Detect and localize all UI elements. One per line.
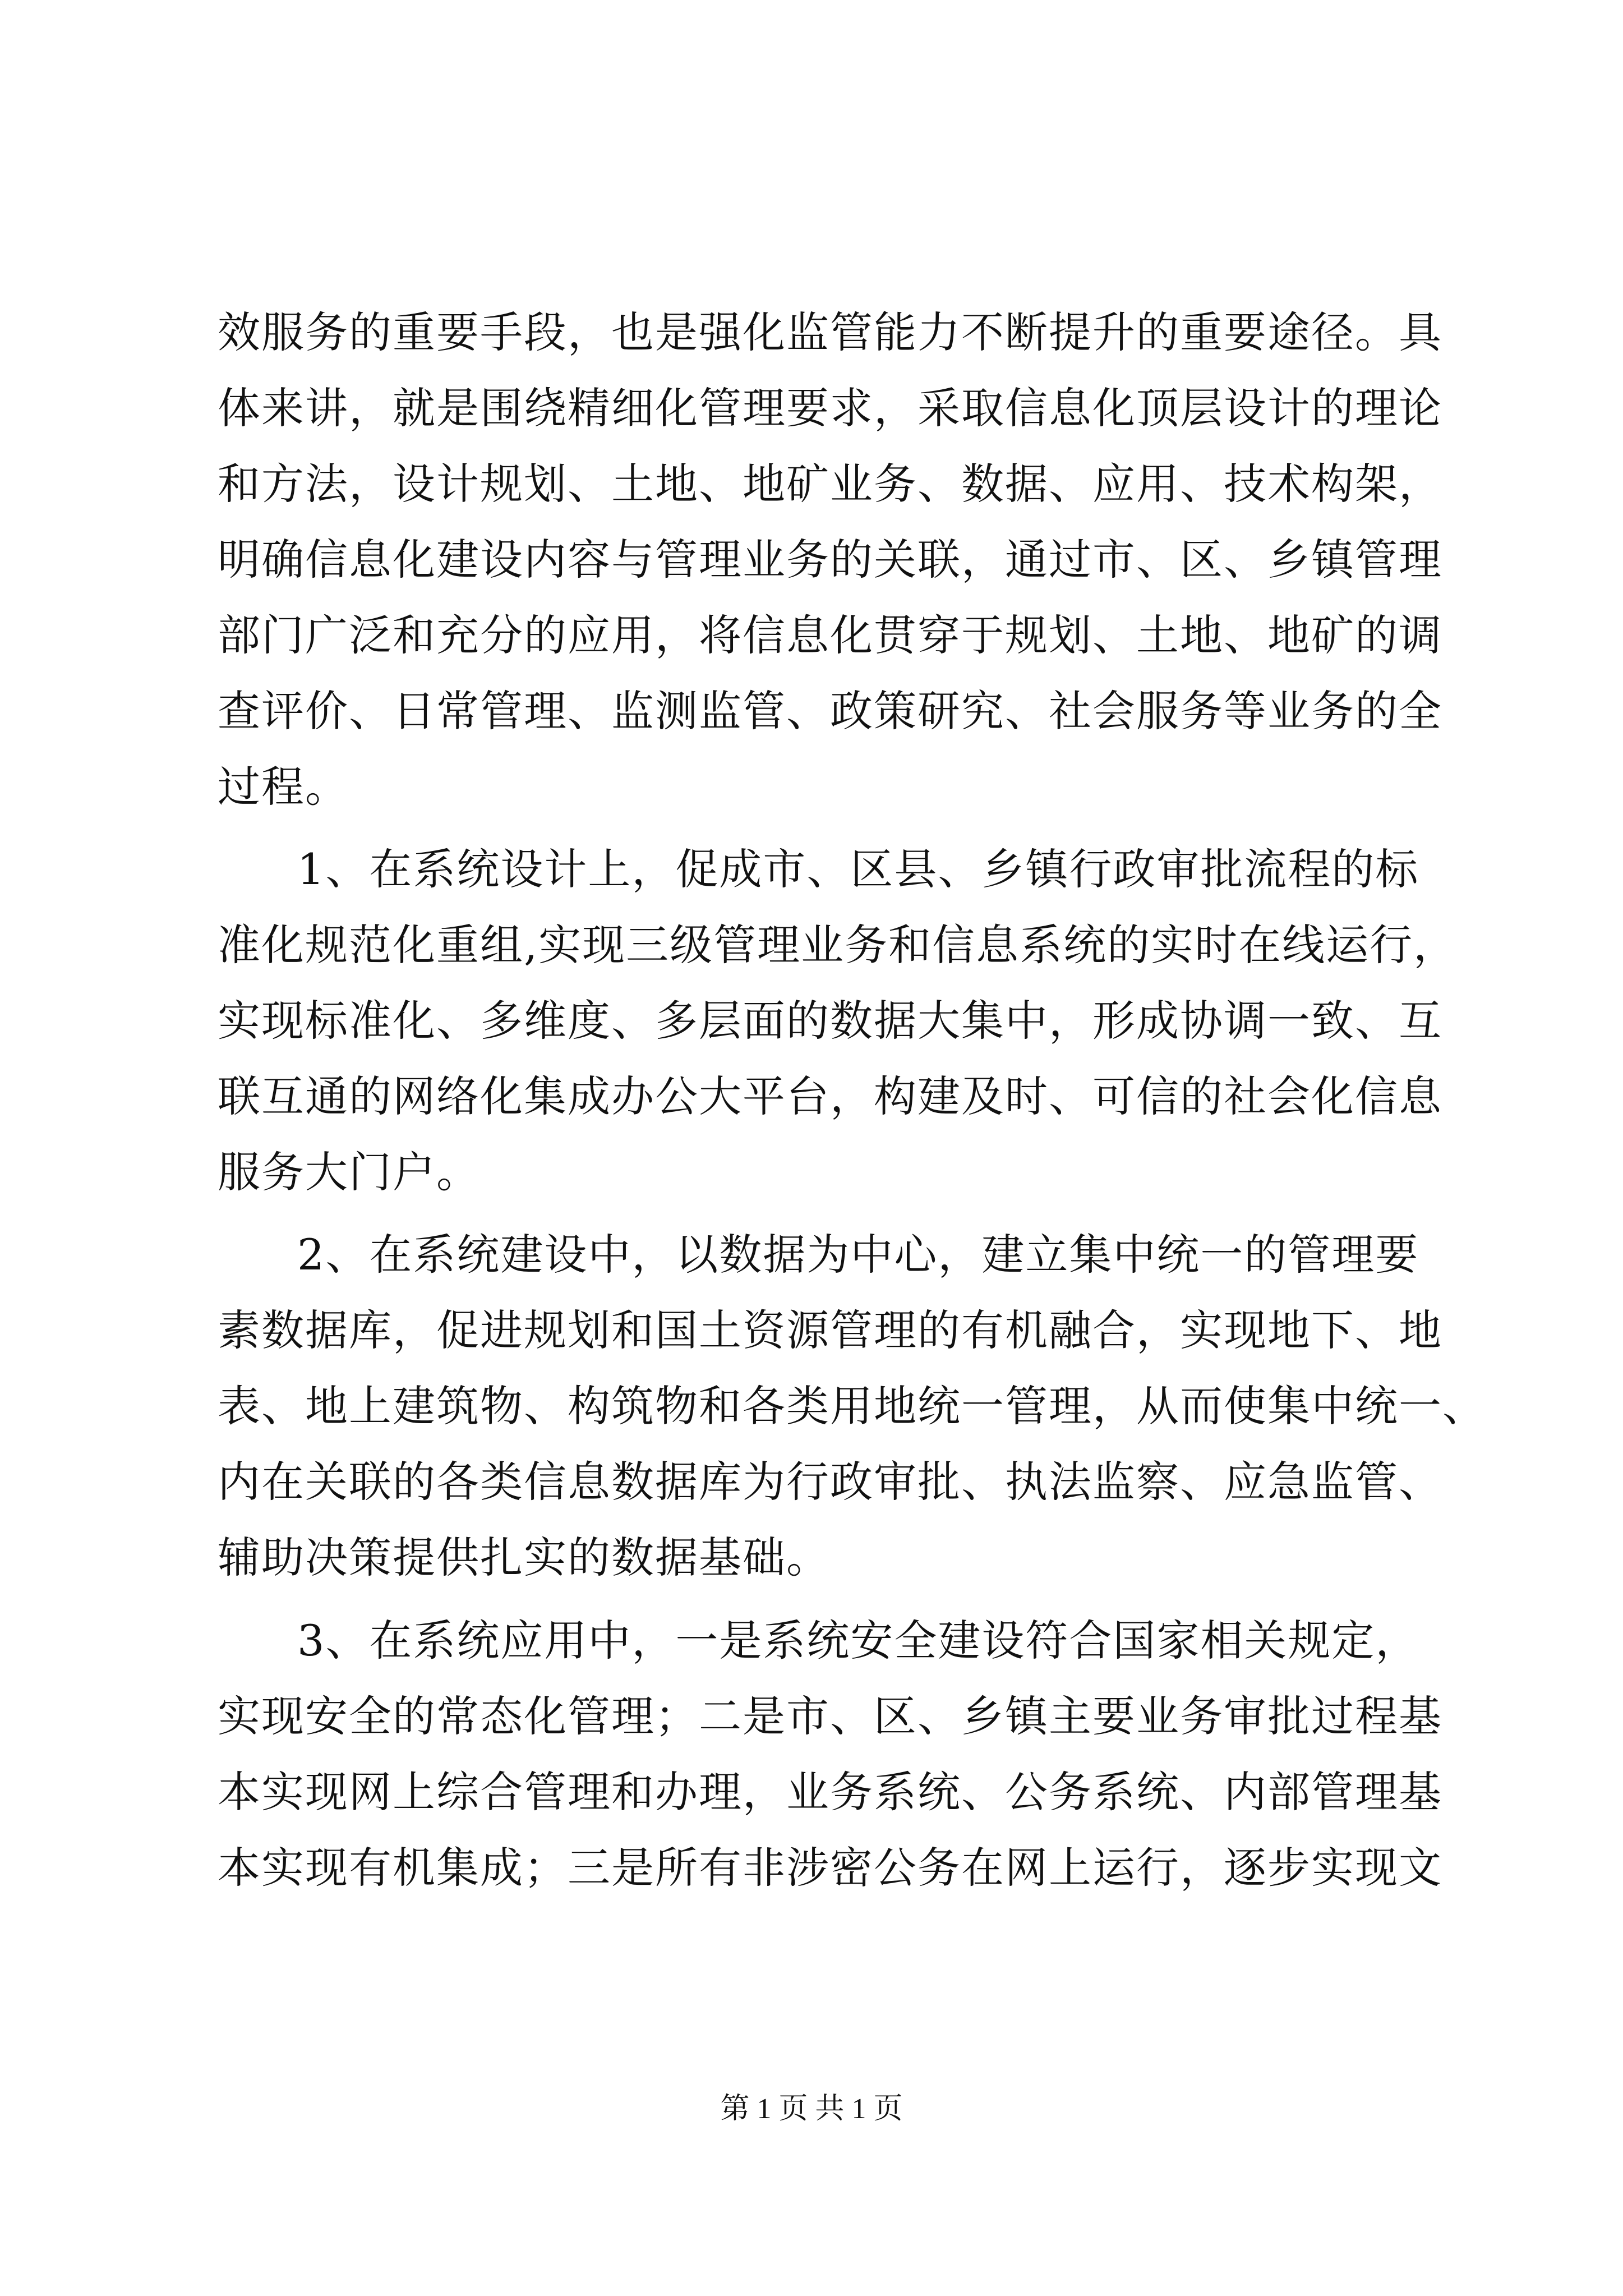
paragraph-line: 联互通的网络化集成办公大平台，构建及时、可信的社会化信息 bbox=[218, 1071, 1442, 1121]
page-number-footer: 第 1 页 共 1 页 bbox=[720, 2093, 903, 2125]
paragraph-line: 辅助决策提供扎实的数据基础。 bbox=[218, 1533, 830, 1582]
paragraph-line: 部门广泛和充分的应用，将信息化贯穿于规划、土地、地矿的调 bbox=[218, 610, 1442, 660]
paragraph-line: 2、在系统建设中，以数据为中心，建立集中统一的管理要 bbox=[297, 1230, 1419, 1280]
paragraph-line: 准化规范化重组,实现三级管理业务和信息系统的实时在线运行， bbox=[218, 920, 1458, 970]
paragraph-line: 3、在系统应用中，一是系统安全建设符合国家相关规定， bbox=[297, 1616, 1419, 1665]
paragraph-line: 明确信息化建设内容与管理业务的关联，通过市、区、乡镇管理 bbox=[218, 535, 1442, 585]
paragraph-line: 实现标准化、多维度、多层面的数据大集中，形成协调一致、互 bbox=[218, 996, 1442, 1046]
paragraph-line: 实现安全的常态化管理；二是市、区、乡镇主要业务审批过程基 bbox=[218, 1691, 1442, 1741]
paragraph-line: 本实现网上综合管理和办理，业务系统、公务系统、内部管理基 bbox=[218, 1767, 1442, 1817]
paragraph-line: 素数据库，促进规划和国土资源管理的有机融合，实现地下、地 bbox=[218, 1305, 1442, 1355]
paragraph-line: 体来讲，就是围绕精细化管理要求，采取信息化顶层设计的理论 bbox=[218, 383, 1442, 433]
paragraph-line: 和方法，设计规划、土地、地矿业务、数据、应用、技术构架， bbox=[218, 459, 1442, 509]
paragraph-line: 效服务的重要手段，也是强化监管能力不断提升的重要途径。具 bbox=[218, 307, 1442, 357]
paragraph-line: 1、在系统设计上，促成市、区县、乡镇行政审批流程的标 bbox=[297, 844, 1419, 894]
paragraph-line: 过程。 bbox=[218, 762, 349, 812]
paragraph-line: 服务大门户。 bbox=[218, 1147, 480, 1197]
paragraph-line: 本实现有机集成；三是所有非涉密公务在网上运行，逐步实现文 bbox=[218, 1843, 1442, 1893]
paragraph-line: 表、地上建筑物、构筑物和各类用地统一管理，从而使集中统一、 bbox=[218, 1381, 1486, 1431]
paragraph-line: 查评价、日常管理、监测监管、政策研究、社会服务等业务的全 bbox=[218, 686, 1442, 736]
paragraph-line: 内在关联的各类信息数据库为行政审批、执法监察、应急监管、 bbox=[218, 1457, 1442, 1507]
